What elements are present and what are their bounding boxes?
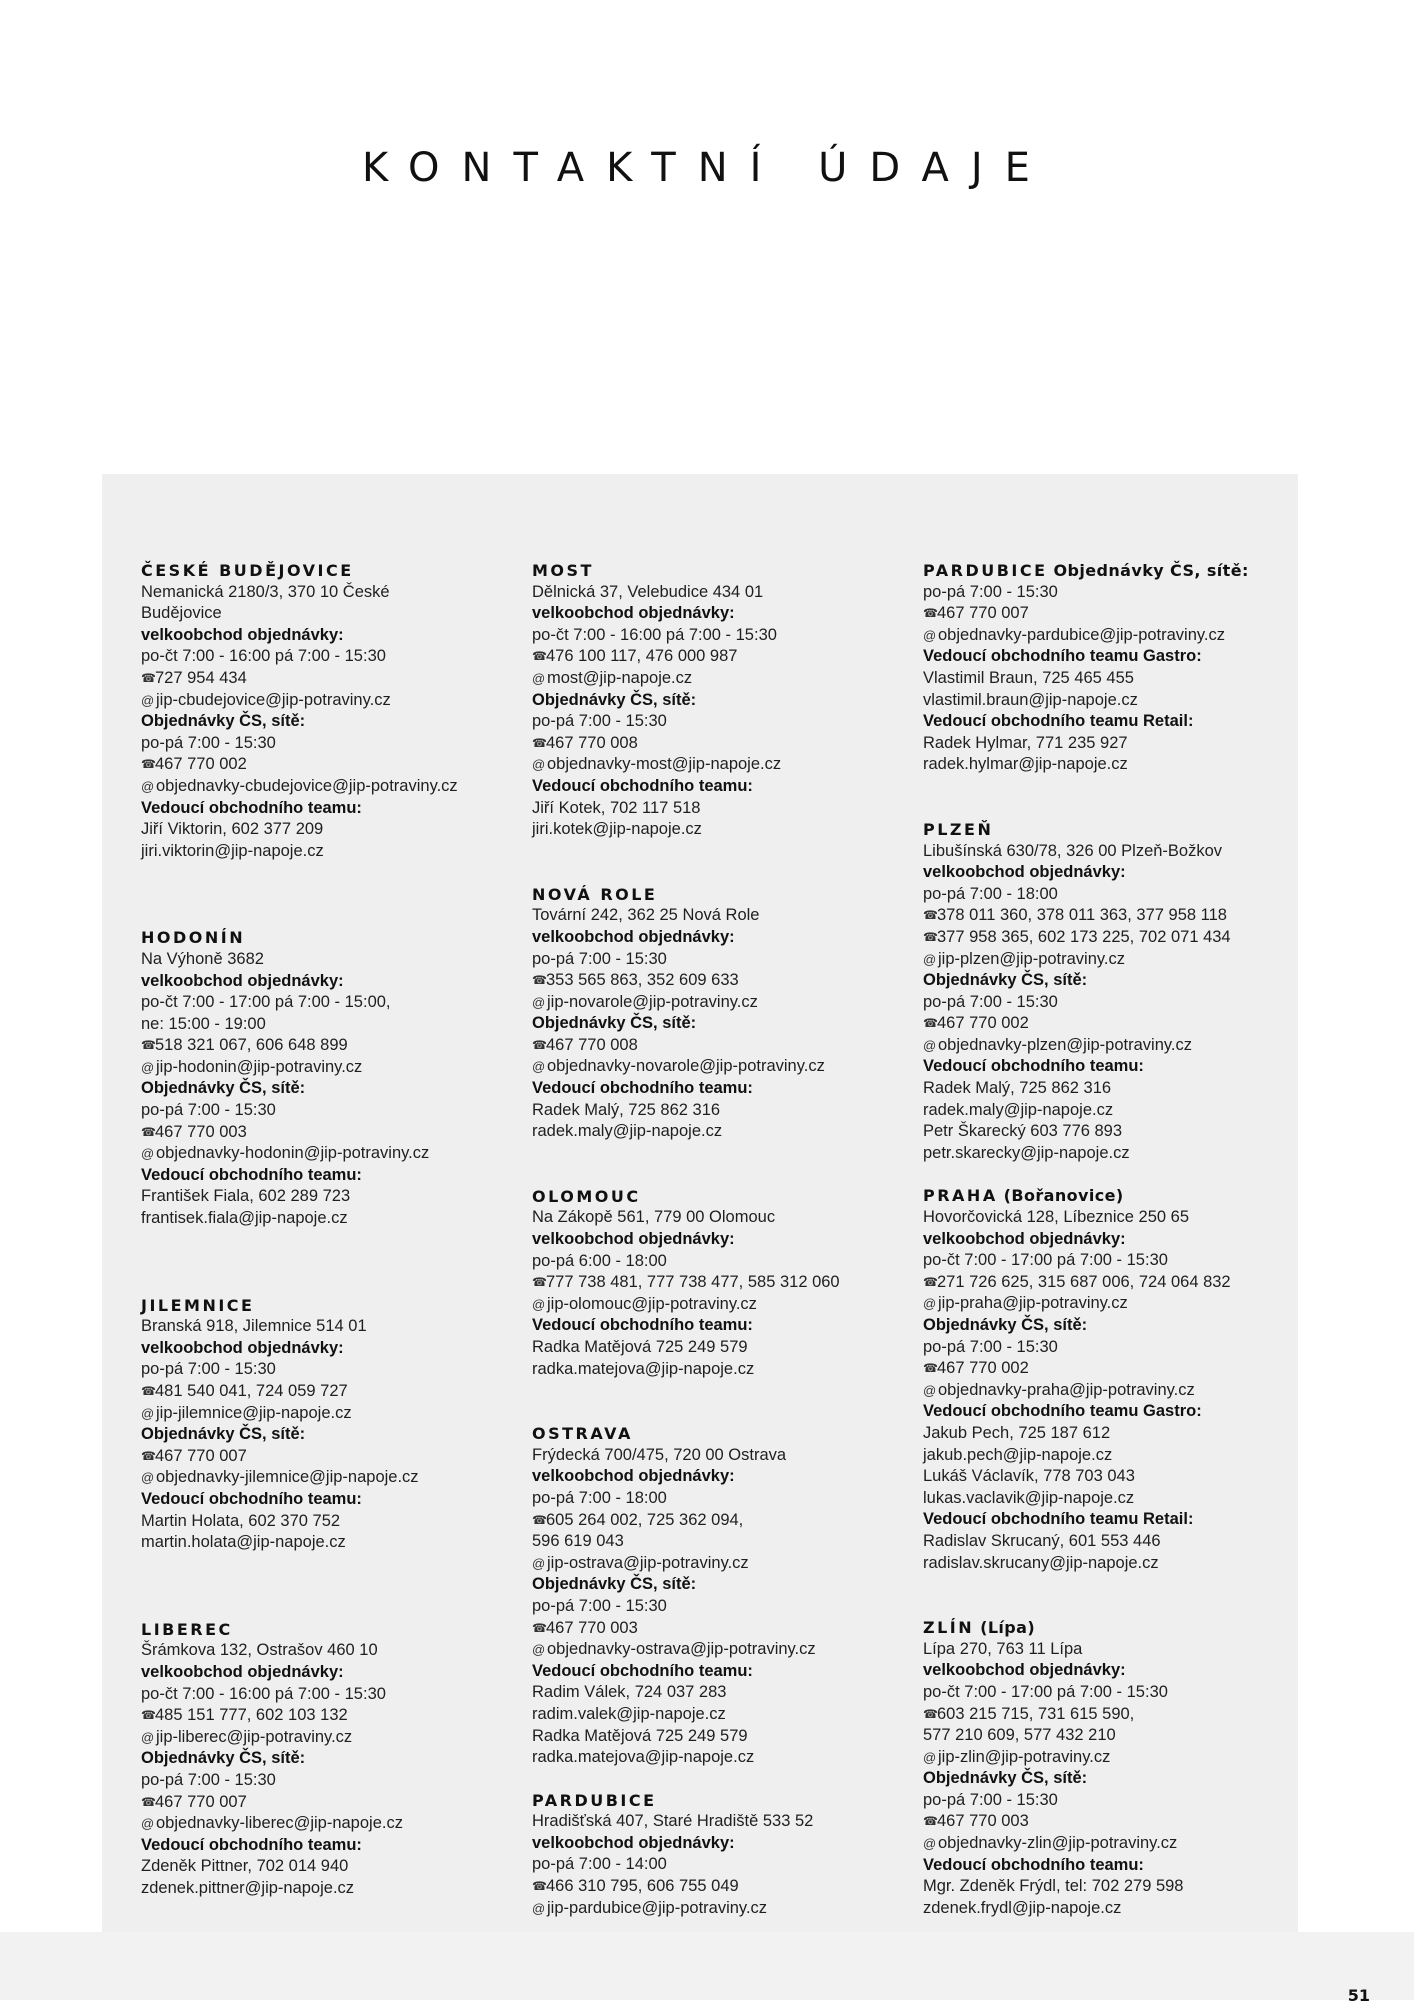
at-icon: @ [923, 1037, 937, 1053]
phone-icon: ☎ [532, 973, 547, 988]
phone-line [532, 970, 912, 992]
phone-number: 481 540 041, 724 059 727 [155, 1382, 348, 1400]
phone-line [923, 927, 1303, 949]
section-label: Objednávky ČS, sítě: [923, 1316, 1088, 1334]
phone-line [141, 1446, 521, 1468]
email-address: objednavky-zlin@jip-potraviny.cz [938, 1834, 1178, 1853]
section-label: Objednávky ČS, sítě: [532, 1014, 697, 1033]
info-text: ne: 15:00 - 19:00 [141, 1014, 266, 1033]
info-text: po-čt 7:00 - 16:00 pá 7:00 - 15:30 [141, 647, 386, 666]
email-address: jip-zlin@jip-potraviny.cz [938, 1747, 1111, 1766]
at-icon: @ [141, 1816, 155, 1832]
phone-icon: ☎ [532, 1512, 547, 1527]
email-address: objednavky-jilemnice@jip-napoje.cz [156, 1468, 419, 1487]
branch-city [532, 560, 912, 582]
info-text: Na Zákopě 561, 779 00 Olomouc [532, 1208, 776, 1227]
section-label: velkoobchod objednávky: [141, 625, 344, 644]
phone-number: 466 310 795, 606 755 049 [546, 1877, 739, 1896]
city-name: NOVÁ ROLE [532, 884, 658, 904]
phone-icon: ☎ [923, 1016, 938, 1031]
branch-city [532, 884, 912, 906]
info-text: Radek Malý, 725 862 316 [923, 1079, 1112, 1098]
info-text: po-pá 7:00 - 15:30 [532, 949, 667, 968]
email-address: jip-ostrava@jip-potraviny.cz [547, 1553, 749, 1572]
phone-icon: ☎ [532, 1275, 547, 1290]
info-text: po-čt 7:00 - 17:00 pá 7:00 - 15:30 [923, 1251, 1168, 1270]
info-text: zdenek.pittner@jip-napoje.cz [141, 1878, 355, 1897]
branch-city [923, 560, 1303, 582]
phone-icon: ☎ [923, 1706, 938, 1721]
section-label: Vedoucí obchodního teamu Gastro: [923, 1402, 1202, 1421]
email-address: objednavky-ostrava@jip-potraviny.cz [547, 1640, 816, 1659]
info-text: Radek Malý, 725 862 316 [532, 1100, 721, 1119]
info-text: Jiří Viktorin, 602 377 209 [141, 820, 324, 839]
phone-number: 467 770 003 [937, 1812, 1029, 1831]
at-icon: @ [923, 627, 937, 643]
branch-city [532, 1186, 912, 1208]
phone-icon: ☎ [923, 1814, 938, 1829]
info-text: Radka Matějová 725 249 579 [532, 1726, 748, 1745]
phone-icon: ☎ [141, 1124, 156, 1139]
info-text: Budějovice [141, 604, 222, 623]
branch-block [141, 1295, 521, 1554]
branch-block [532, 560, 912, 841]
phone-number: 467 770 007 [155, 1446, 247, 1465]
phone-icon: ☎ [141, 1384, 156, 1398]
info-text: Jiří Kotek, 702 117 518 [532, 798, 701, 817]
email-line [532, 668, 912, 690]
email-line [923, 625, 1303, 647]
email-line [141, 1813, 521, 1835]
footer-bar [0, 1932, 1414, 2000]
section-label: Vedoucí obchodního teamu: [141, 798, 362, 817]
city-name: LIBEREC [141, 1619, 233, 1639]
branch-block [141, 1619, 521, 1900]
section-label: velkoobchod objednávky: [532, 927, 735, 946]
email-line [141, 1403, 521, 1425]
phone-number: 485 151 777, 602 103 132 [155, 1706, 348, 1725]
section-label: Vedoucí obchodního teamu: [532, 1079, 753, 1098]
email-line [141, 1467, 521, 1489]
phone-icon: ☎ [923, 929, 938, 944]
branch-block [923, 560, 1303, 776]
phone-number: 467 770 002 [937, 1359, 1029, 1378]
phone-icon: ☎ [532, 735, 547, 750]
info-text: Lukáš Václavík, 778 703 043 [923, 1467, 1135, 1486]
info-text: 596 619 043 [532, 1532, 624, 1551]
info-text: po-pá 7:00 - 15:30 [923, 1790, 1058, 1809]
at-icon: @ [141, 1059, 155, 1075]
info-text: 577 210 609, 577 432 210 [923, 1726, 1116, 1745]
section-label: velkoobchod objednávky: [141, 1662, 344, 1681]
email-address: jip-novarole@jip-potraviny.cz [547, 992, 758, 1011]
section-label: Vedoucí obchodního teamu: [532, 1661, 753, 1680]
at-icon: @ [532, 994, 546, 1010]
info-text: po-pá 7:00 - 15:30 [532, 1596, 667, 1615]
phone-line [532, 1272, 912, 1294]
at-icon: @ [532, 1059, 546, 1075]
phone-icon: ☎ [923, 908, 938, 923]
at-icon: @ [923, 1296, 937, 1312]
info-text: Šrámkova 132, Ostrašov 460 10 [141, 1641, 378, 1660]
section-label: velkoobchod objednávky: [532, 1230, 735, 1249]
city-name: OSTRAVA [532, 1424, 633, 1444]
section-label: Vedoucí obchodního teamu: [532, 776, 753, 795]
info-text: Radek Hylmar, 771 235 927 [923, 733, 1128, 752]
info-text: po-pá 7:00 - 18:00 [923, 884, 1058, 903]
email-address: jip-jilemnice@jip-napoje.cz [156, 1403, 352, 1422]
email-address: jip-pardubice@jip-potraviny.cz [547, 1898, 768, 1917]
phone-line [923, 1811, 1303, 1833]
info-text: petr.skarecky@jip-napoje.cz [923, 1143, 1130, 1162]
phone-number: 518 321 067, 606 648 899 [155, 1036, 348, 1055]
section-label: Vedoucí obchodního teamu: [923, 1057, 1144, 1076]
info-text: po-pá 7:00 - 18:00 [532, 1488, 667, 1507]
branch-city [141, 560, 521, 582]
info-text: radka.matejova@jip-napoje.cz [532, 1359, 755, 1378]
email-line [923, 1380, 1303, 1402]
at-icon: @ [532, 1296, 546, 1312]
email-address: most@jip-napoje.cz [547, 668, 693, 687]
email-line [532, 1639, 912, 1661]
info-text: martin.holata@jip-napoje.cz [141, 1533, 346, 1552]
section-label: Vedoucí obchodního teamu Retail: [923, 712, 1194, 731]
phone-number: 467 770 002 [937, 1014, 1029, 1033]
info-text: po-pá 7:00 - 15:30 [923, 992, 1058, 1011]
phone-icon: ☎ [532, 1037, 547, 1052]
section-label: velkoobchod objednávky: [923, 1661, 1126, 1680]
email-address: jip-liberec@jip-potraviny.cz [156, 1727, 353, 1746]
branch-city [923, 1185, 1303, 1207]
branch-block [141, 927, 521, 1229]
info-text: po-pá 7:00 - 14:00 [532, 1855, 667, 1874]
email-line [923, 949, 1303, 971]
city-name: PRAHA [923, 1186, 998, 1206]
info-text: Radim Válek, 724 037 283 [532, 1683, 727, 1702]
phone-number: 467 770 008 [546, 733, 638, 752]
section-label: velkoobchod objednávky: [923, 1229, 1126, 1248]
email-address: jip-plzen@jip-potraviny.cz [938, 949, 1126, 968]
phone-number: 467 770 003 [155, 1122, 247, 1141]
at-icon: @ [532, 670, 546, 686]
info-text: Zdeněk Pittner, 702 014 940 [141, 1857, 349, 1876]
phone-line [923, 1358, 1303, 1380]
branch-city [141, 1295, 521, 1317]
phone-line [923, 1272, 1303, 1294]
branch-city [141, 1619, 521, 1641]
phone-number: 377 958 365, 602 173 225, 702 071 434 [937, 927, 1231, 946]
info-text: zdenek.frydl@jip-napoje.cz [923, 1898, 1122, 1917]
phone-icon: ☎ [923, 1361, 938, 1376]
info-text: Dělnická 37, Velebudice 434 01 [532, 582, 764, 601]
city-name: JILEMNICE [141, 1295, 255, 1315]
email-line [923, 1833, 1303, 1855]
phone-line [923, 1704, 1303, 1726]
phone-number: 271 726 625, 315 687 006, 724 064 832 [937, 1272, 1231, 1291]
branch-block [532, 1423, 912, 1769]
section-label: Objednávky ČS, sítě: [923, 1769, 1088, 1788]
info-text: radek.maly@jip-napoje.cz [923, 1100, 1114, 1119]
info-text: Petr Škarecký 603 776 893 [923, 1122, 1123, 1141]
branch-block [141, 560, 521, 862]
phone-line [532, 1876, 912, 1898]
at-icon: @ [923, 1836, 937, 1852]
info-text: jakub.pech@jip-napoje.cz [923, 1445, 1113, 1464]
city-name: PLZEŇ [923, 819, 994, 839]
section-label: Objednávky ČS, sítě: [141, 1425, 306, 1444]
email-line [141, 1727, 521, 1749]
contacts-column-2 [532, 560, 912, 1919]
city-name: PARDUBICE [923, 561, 1048, 580]
section-label: Objednávky ČS, sítě: [141, 712, 306, 731]
section-label: Vedoucí obchodního teamu: [532, 1316, 753, 1335]
branch-city [532, 1790, 912, 1812]
phone-line [532, 1510, 912, 1532]
info-text: Radka Matějová 725 249 579 [532, 1338, 748, 1356]
phone-line [141, 668, 521, 690]
info-text: radislav.skrucany@jip-napoje.cz [923, 1553, 1159, 1572]
section-label: Objednávky ČS, sítě: [141, 1749, 306, 1768]
email-line [532, 1898, 912, 1920]
email-address: jip-hodonin@jip-potraviny.cz [156, 1057, 363, 1076]
section-label: velkoobchod objednávky: [532, 1467, 735, 1486]
at-icon: @ [141, 1729, 155, 1745]
email-address: objednavky-novarole@jip-potraviny.cz [547, 1057, 825, 1076]
city-name: PARDUBICE [532, 1790, 657, 1810]
phone-icon: ☎ [141, 1708, 156, 1723]
branch-city [141, 927, 521, 949]
section-label: velkoobchod objednávky: [141, 1338, 344, 1357]
email-line [923, 1035, 1303, 1057]
phone-number: 353 565 863, 352 609 633 [546, 971, 739, 990]
phone-number: 467 770 007 [937, 604, 1029, 623]
contacts-column-1 [141, 560, 521, 1899]
phone-line [141, 1792, 521, 1814]
section-label: Objednávky ČS, sítě: [532, 690, 697, 709]
email-address: objednavky-most@jip-napoje.cz [547, 755, 782, 774]
phone-line [532, 1035, 912, 1057]
info-text: Vlastimil Braun, 725 465 455 [923, 668, 1134, 687]
info-text: jiri.kotek@jip-napoje.cz [532, 820, 702, 839]
email-address: jip-cbudejovice@jip-potraviny.cz [156, 690, 391, 709]
phone-icon: ☎ [923, 1274, 938, 1289]
phone-number: 727 954 434 [155, 668, 247, 687]
phone-number: 378 011 360, 378 011 363, 377 958 118 [937, 906, 1227, 925]
section-label: velkoobchod objednávky: [923, 863, 1126, 882]
contacts-column-3 [923, 560, 1303, 1919]
info-text: František Fiala, 602 289 723 [141, 1187, 351, 1206]
phone-icon: ☎ [532, 649, 547, 664]
section-label: Vedoucí obchodního teamu: [141, 1165, 362, 1184]
branch-block [923, 819, 1303, 1165]
info-text: Frýdecká 700/475, 720 00 Ostrava [532, 1445, 787, 1464]
section-label: Objednávky ČS, sítě: [532, 1575, 697, 1594]
at-icon: @ [141, 1146, 155, 1162]
info-text: po-pá 7:00 - 15:30 [141, 733, 276, 752]
phone-number: 467 770 002 [155, 755, 247, 774]
at-icon: @ [141, 1470, 155, 1486]
phone-icon: ☎ [141, 1448, 156, 1463]
info-text: Radislav Skrucaný, 601 553 446 [923, 1531, 1161, 1550]
email-address: objednavky-plzen@jip-potraviny.cz [938, 1035, 1192, 1054]
phone-line [532, 1618, 912, 1640]
info-text: po-pá 7:00 - 15:30 [532, 712, 667, 731]
at-icon: @ [141, 692, 155, 708]
section-label: Vedoucí obchodního teamu: [141, 1489, 362, 1508]
at-icon: @ [141, 1405, 155, 1421]
info-text: Lípa 270, 763 11 Lípa [923, 1639, 1083, 1658]
info-text: Na Výhoně 3682 [141, 949, 264, 968]
phone-number: 467 770 003 [546, 1618, 638, 1637]
at-icon: @ [923, 1749, 937, 1765]
phone-line [141, 1705, 521, 1727]
email-line [141, 1143, 521, 1165]
city-suffix: Objednávky ČS, sítě: [1047, 561, 1249, 580]
email-line [532, 1056, 912, 1078]
phone-line [532, 646, 912, 668]
city-name: MOST [532, 561, 594, 580]
info-text: radim.valek@jip-napoje.cz [532, 1704, 726, 1723]
phone-icon: ☎ [923, 606, 938, 621]
info-text: Hradišťská 407, Staré Hradiště 533 52 [532, 1812, 814, 1831]
email-line [141, 690, 521, 712]
phone-number: 777 738 481, 777 738 477, 585 312 060 [546, 1273, 840, 1292]
info-text: Jakub Pech, 725 187 612 [923, 1423, 1111, 1442]
section-label: Vedoucí obchodního teamu Gastro: [923, 647, 1202, 666]
city-name: ZLÍN [923, 1618, 975, 1638]
info-text: lukas.vaclavik@jip-napoje.cz [923, 1488, 1135, 1507]
phone-number: 605 264 002, 725 362 094, [546, 1510, 744, 1529]
page-number: 51 [1347, 1986, 1370, 2005]
info-text: Martin Holata, 602 370 752 [141, 1511, 341, 1530]
branch-block [923, 1185, 1303, 1574]
phone-line [141, 1035, 521, 1057]
branch-block [532, 1790, 912, 1920]
email-line [923, 1293, 1303, 1315]
email-address: jip-olomouc@jip-potraviny.cz [547, 1294, 757, 1313]
branch-block [532, 884, 912, 1143]
email-line [532, 754, 912, 776]
at-icon: @ [532, 1555, 546, 1571]
at-icon: @ [141, 778, 155, 794]
branch-city [532, 1423, 912, 1445]
info-text: radka.matejova@jip-napoje.cz [532, 1748, 755, 1767]
city-name: OLOMOUC [532, 1186, 641, 1206]
info-text: Branská 918, Jilemnice 514 01 [141, 1317, 367, 1336]
at-icon: @ [532, 1900, 546, 1916]
phone-number: 467 770 007 [155, 1792, 247, 1811]
phone-line [141, 1381, 521, 1403]
city-name: HODONÍN [141, 928, 246, 948]
city-name: ČESKÉ BUDĚJOVICE [141, 561, 354, 580]
email-address: jip-praha@jip-potraviny.cz [938, 1294, 1128, 1313]
info-text: po-pá 6:00 - 18:00 [532, 1251, 667, 1270]
phone-line [141, 754, 521, 776]
page-title: KONTAKTNÍ ÚDAJE [362, 145, 1052, 191]
phone-number: 476 100 117, 476 000 987 [546, 647, 738, 666]
email-line [532, 1294, 912, 1316]
info-text: po-čt 7:00 - 17:00 pá 7:00 - 15:00, [141, 993, 391, 1012]
section-label: Objednávky ČS, sítě: [141, 1079, 306, 1098]
phone-icon: ☎ [532, 1879, 547, 1894]
info-text: radek.maly@jip-napoje.cz [532, 1122, 723, 1141]
section-label: velkoobchod objednávky: [532, 604, 735, 623]
phone-line [532, 733, 912, 755]
info-text: Mgr. Zdeněk Frýdl, tel: 702 279 598 [923, 1877, 1184, 1896]
phone-line [141, 1122, 521, 1144]
info-text: po-pá 7:00 - 15:30 [923, 1337, 1058, 1356]
email-address: objednavky-cbudejovice@jip-potraviny.cz [156, 776, 458, 795]
section-label: Vedoucí obchodního teamu Retail: [923, 1510, 1194, 1529]
info-text: po-pá 7:00 - 15:30 [141, 1101, 276, 1120]
phone-icon: ☎ [141, 1794, 156, 1809]
email-line [141, 776, 521, 798]
phone-line [923, 1013, 1303, 1035]
phone-line [923, 603, 1303, 625]
email-line [923, 1747, 1303, 1769]
section-label: velkoobchod objednávky: [141, 971, 344, 990]
info-text: po-pá 7:00 - 15:30 [141, 1360, 276, 1379]
info-text: po-čt 7:00 - 16:00 pá 7:00 - 15:30 [532, 625, 777, 644]
section-label: Objednávky ČS, sítě: [923, 971, 1088, 990]
at-icon: @ [532, 1642, 546, 1658]
phone-icon: ☎ [532, 1620, 547, 1635]
email-address: objednavky-pardubice@jip-potraviny.cz [938, 625, 1226, 644]
email-address: objednavky-praha@jip-potraviny.cz [938, 1380, 1195, 1399]
city-suffix: (Bořanovice) [997, 1186, 1124, 1206]
phone-icon: ☎ [141, 1038, 156, 1053]
branch-city [923, 1617, 1303, 1639]
info-text: Hovorčovická 128, Líbeznice 250 65 [923, 1208, 1189, 1227]
info-text: po-čt 7:00 - 17:00 pá 7:00 - 15:30 [923, 1682, 1168, 1701]
info-text: po-pá 7:00 - 15:30 [923, 582, 1058, 601]
info-text: po-čt 7:00 - 16:00 pá 7:00 - 15:30 [141, 1684, 386, 1703]
phone-number: 467 770 008 [546, 1035, 638, 1054]
email-line [141, 1057, 521, 1079]
branch-city [923, 819, 1303, 841]
section-label: velkoobchod objednávky: [532, 1833, 735, 1852]
phone-icon: ☎ [141, 757, 156, 772]
email-address: objednavky-hodonin@jip-potraviny.cz [156, 1144, 430, 1163]
section-label: Vedoucí obchodního teamu: [923, 1855, 1144, 1874]
branch-block [923, 1617, 1303, 1919]
info-text: frantisek.fiala@jip-napoje.cz [141, 1209, 348, 1228]
section-label: Vedoucí obchodního teamu: [141, 1835, 362, 1854]
phone-icon: ☎ [141, 670, 156, 685]
info-text: Libušínská 630/78, 326 00 Plzeň-Božkov [923, 841, 1223, 860]
email-line [532, 992, 912, 1014]
info-text: vlastimil.braun@jip-napoje.cz [923, 690, 1138, 709]
city-suffix: (Lípa) [974, 1618, 1036, 1638]
email-address: objednavky-liberec@jip-napoje.cz [156, 1814, 403, 1833]
info-text: Tovární 242, 362 25 Nová Role [532, 906, 760, 925]
at-icon: @ [923, 951, 937, 967]
phone-number: 603 215 715, 731 615 590, [937, 1704, 1135, 1723]
phone-line [923, 905, 1303, 927]
info-text: radek.hylmar@jip-napoje.cz [923, 755, 1128, 774]
at-icon: @ [923, 1382, 937, 1398]
at-icon: @ [532, 757, 546, 773]
info-text: jiri.viktorin@jip-napoje.cz [141, 841, 324, 860]
branch-block [532, 1186, 912, 1380]
email-line [532, 1553, 912, 1575]
info-text: Nemanická 2180/3, 370 10 České [141, 582, 390, 601]
info-text: po-pá 7:00 - 15:30 [141, 1770, 276, 1789]
